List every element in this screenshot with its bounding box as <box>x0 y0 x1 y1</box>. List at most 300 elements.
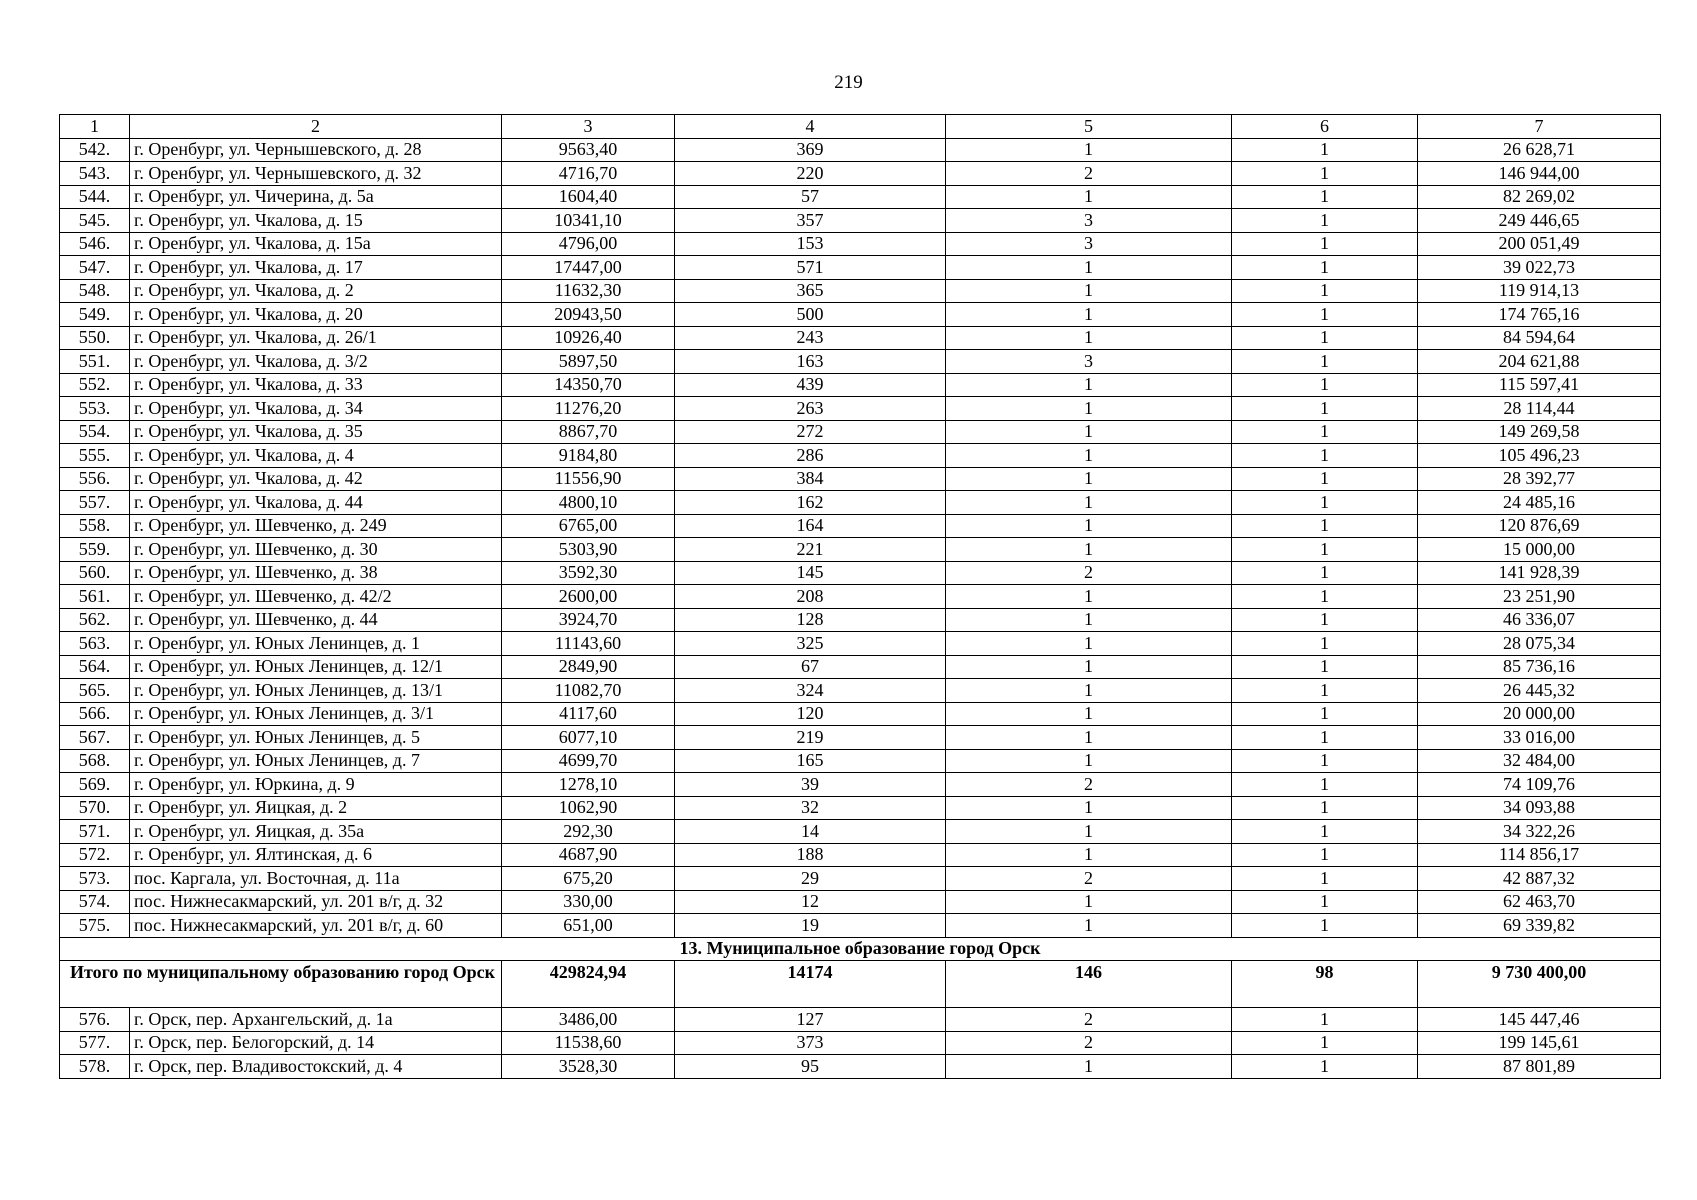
residents-cell: 219 <box>675 726 946 750</box>
col6-value-cell: 1 <box>1232 350 1418 374</box>
area-cell: 4796,00 <box>502 232 675 256</box>
table-row <box>60 397 1661 421</box>
section-heading-row <box>60 937 1661 961</box>
col5-value-cell: 1 <box>946 585 1232 609</box>
table-row <box>60 632 1661 656</box>
col5-value-cell: 1 <box>946 914 1232 938</box>
row-number-cell: 559. <box>60 538 130 562</box>
row-number-cell: 551. <box>60 350 130 374</box>
area-cell: 1278,10 <box>502 773 675 797</box>
residents-cell: 220 <box>675 162 946 186</box>
col5-value-cell: 2 <box>946 867 1232 891</box>
row-number-cell: 565. <box>60 679 130 703</box>
address-cell: г. Оренбург, ул. Чкалова, д. 35 <box>130 420 502 444</box>
residents-cell: 163 <box>675 350 946 374</box>
area-cell: 11082,70 <box>502 679 675 703</box>
address-cell: г. Оренбург, ул. Чкалова, д. 15 <box>130 209 502 233</box>
row-number-cell: 564. <box>60 655 130 679</box>
residents-cell: 127 <box>675 1008 946 1032</box>
table-row <box>60 796 1661 820</box>
table-row <box>60 702 1661 726</box>
area-cell: 1062,90 <box>502 796 675 820</box>
residents-cell: 29 <box>675 867 946 891</box>
cost-cell: 23 251,90 <box>1418 585 1661 609</box>
residents-cell: 500 <box>675 303 946 327</box>
col6-value-cell: 1 <box>1232 726 1418 750</box>
col6-value-cell: 1 <box>1232 397 1418 421</box>
address-cell: пос. Каргала, ул. Восточная, д. 11а <box>130 867 502 891</box>
address-cell: г. Оренбург, ул. Чкалова, д. 15а <box>130 232 502 256</box>
area-cell: 6765,00 <box>502 514 675 538</box>
area-cell: 8867,70 <box>502 420 675 444</box>
row-number-cell: 571. <box>60 820 130 844</box>
col6-value-cell: 1 <box>1232 279 1418 303</box>
col6-value-cell: 1 <box>1232 820 1418 844</box>
table-row <box>60 890 1661 914</box>
col6-value-cell: 1 <box>1232 232 1418 256</box>
area-cell: 11538,60 <box>502 1031 675 1055</box>
address-cell: г. Оренбург, ул. Юных Ленинцев, д. 1 <box>130 632 502 656</box>
address-cell: г. Оренбург, ул. Юных Ленинцев, д. 5 <box>130 726 502 750</box>
row-number-cell: 561. <box>60 585 130 609</box>
residents-cell: 439 <box>675 373 946 397</box>
col6-value-cell: 1 <box>1232 843 1418 867</box>
row-number-cell: 554. <box>60 420 130 444</box>
area-cell: 14350,70 <box>502 373 675 397</box>
cost-cell: 174 765,16 <box>1418 303 1661 327</box>
address-cell: г. Оренбург, ул. Юркина, д. 9 <box>130 773 502 797</box>
col6-value-cell: 1 <box>1232 1008 1418 1032</box>
total-cost: 9 730 400,00 <box>1418 961 1661 1008</box>
address-cell: г. Оренбург, ул. Чкалова, д. 44 <box>130 491 502 515</box>
area-cell: 4800,10 <box>502 491 675 515</box>
area-cell: 20943,50 <box>502 303 675 327</box>
col6-value-cell: 1 <box>1232 538 1418 562</box>
row-number-cell: 568. <box>60 749 130 773</box>
table-row <box>60 232 1661 256</box>
col5-value-cell: 1 <box>946 890 1232 914</box>
col6-value-cell: 1 <box>1232 585 1418 609</box>
area-cell: 5303,90 <box>502 538 675 562</box>
table-row <box>60 1031 1661 1055</box>
col6-value-cell: 1 <box>1232 796 1418 820</box>
col5-value-cell: 1 <box>946 820 1232 844</box>
area-cell: 10926,40 <box>502 326 675 350</box>
row-number-cell: 555. <box>60 444 130 468</box>
row-number-cell: 552. <box>60 373 130 397</box>
col5-value-cell: 1 <box>946 467 1232 491</box>
address-cell: г. Оренбург, ул. Шевченко, д. 30 <box>130 538 502 562</box>
residents-cell: 67 <box>675 655 946 679</box>
col6-value-cell: 1 <box>1232 467 1418 491</box>
row-number-cell: 578. <box>60 1055 130 1079</box>
col5-value-cell: 1 <box>946 843 1232 867</box>
col6-value-cell: 1 <box>1232 1055 1418 1079</box>
area-cell: 3528,30 <box>502 1055 675 1079</box>
area-cell: 11143,60 <box>502 632 675 656</box>
residents-cell: 369 <box>675 138 946 162</box>
residents-cell: 39 <box>675 773 946 797</box>
area-cell: 675,20 <box>502 867 675 891</box>
row-number-cell: 553. <box>60 397 130 421</box>
residents-cell: 162 <box>675 491 946 515</box>
table-row <box>60 679 1661 703</box>
table-row <box>60 303 1661 327</box>
row-number-cell: 548. <box>60 279 130 303</box>
cost-cell: 26 445,32 <box>1418 679 1661 703</box>
table-row <box>60 749 1661 773</box>
address-cell: г. Оренбург, ул. Чернышевского, д. 28 <box>130 138 502 162</box>
address-cell: г. Оренбург, ул. Ялтинская, д. 6 <box>130 843 502 867</box>
cost-cell: 84 594,64 <box>1418 326 1661 350</box>
table-row <box>60 420 1661 444</box>
total-residents: 14174 <box>675 961 946 1008</box>
col5-value-cell: 1 <box>946 632 1232 656</box>
col5-value-cell: 1 <box>946 726 1232 750</box>
col6-value-cell: 1 <box>1232 373 1418 397</box>
cost-cell: 249 446,65 <box>1418 209 1661 233</box>
area-cell: 4699,70 <box>502 749 675 773</box>
cost-cell: 28 075,34 <box>1418 632 1661 656</box>
total-row <box>60 961 1661 1008</box>
residents-cell: 243 <box>675 326 946 350</box>
table-row <box>60 914 1661 938</box>
cost-cell: 28 392,77 <box>1418 467 1661 491</box>
cost-cell: 149 269,58 <box>1418 420 1661 444</box>
table-row <box>60 373 1661 397</box>
col5-value-cell: 1 <box>946 749 1232 773</box>
col5-value-cell: 1 <box>946 185 1232 209</box>
col5-value-cell: 1 <box>946 514 1232 538</box>
row-number-cell: 543. <box>60 162 130 186</box>
col5-value-cell: 1 <box>946 326 1232 350</box>
row-number-cell: 566. <box>60 702 130 726</box>
col5-value-cell: 2 <box>946 1008 1232 1032</box>
area-cell: 330,00 <box>502 890 675 914</box>
residents-cell: 357 <box>675 209 946 233</box>
residents-cell: 325 <box>675 632 946 656</box>
header-cell: 2 <box>130 115 502 139</box>
table-row <box>60 585 1661 609</box>
address-cell: г. Оренбург, ул. Юных Ленинцев, д. 7 <box>130 749 502 773</box>
area-cell: 6077,10 <box>502 726 675 750</box>
residents-cell: 324 <box>675 679 946 703</box>
residents-cell: 571 <box>675 256 946 280</box>
area-cell: 17447,00 <box>502 256 675 280</box>
column-number-row <box>60 115 1661 139</box>
area-cell: 3924,70 <box>502 608 675 632</box>
col6-value-cell: 1 <box>1232 444 1418 468</box>
col5-value-cell: 1 <box>946 303 1232 327</box>
cost-cell: 141 928,39 <box>1418 561 1661 585</box>
address-cell: г. Оренбург, ул. Чкалова, д. 33 <box>130 373 502 397</box>
area-cell: 10341,10 <box>502 209 675 233</box>
row-number-cell: 542. <box>60 138 130 162</box>
col5-value-cell: 1 <box>946 679 1232 703</box>
address-cell: г. Орск, пер. Архангельский, д. 1а <box>130 1008 502 1032</box>
cost-cell: 15 000,00 <box>1418 538 1661 562</box>
cost-cell: 87 801,89 <box>1418 1055 1661 1079</box>
address-cell: г. Орск, пер. Владивостокский, д. 4 <box>130 1055 502 1079</box>
table-row <box>60 867 1661 891</box>
address-cell: пос. Нижнесакмарский, ул. 201 в/г, д. 60 <box>130 914 502 938</box>
address-cell: г. Оренбург, ул. Чкалова, д. 34 <box>130 397 502 421</box>
col5-value-cell: 1 <box>946 538 1232 562</box>
residents-cell: 19 <box>675 914 946 938</box>
cost-cell: 85 736,16 <box>1418 655 1661 679</box>
row-number-cell: 570. <box>60 796 130 820</box>
residents-cell: 128 <box>675 608 946 632</box>
cost-cell: 82 269,02 <box>1418 185 1661 209</box>
col6-value-cell: 1 <box>1232 138 1418 162</box>
table-row <box>60 726 1661 750</box>
col6-value-cell: 1 <box>1232 632 1418 656</box>
residents-cell: 120 <box>675 702 946 726</box>
cost-cell: 62 463,70 <box>1418 890 1661 914</box>
row-number-cell: 575. <box>60 914 130 938</box>
table-row <box>60 491 1661 515</box>
row-number-cell: 545. <box>60 209 130 233</box>
cost-cell: 39 022,73 <box>1418 256 1661 280</box>
residents-cell: 272 <box>675 420 946 444</box>
row-number-cell: 563. <box>60 632 130 656</box>
col5-value-cell: 1 <box>946 373 1232 397</box>
col6-value-cell: 1 <box>1232 702 1418 726</box>
address-cell: г. Оренбург, ул. Яицкая, д. 35а <box>130 820 502 844</box>
cost-cell: 114 856,17 <box>1418 843 1661 867</box>
cost-cell: 34 322,26 <box>1418 820 1661 844</box>
residents-cell: 373 <box>675 1031 946 1055</box>
cost-cell: 34 093,88 <box>1418 796 1661 820</box>
cost-cell: 32 484,00 <box>1418 749 1661 773</box>
area-cell: 1604,40 <box>502 185 675 209</box>
table-row <box>60 162 1661 186</box>
cost-cell: 26 628,71 <box>1418 138 1661 162</box>
residents-cell: 165 <box>675 749 946 773</box>
area-cell: 4687,90 <box>502 843 675 867</box>
col6-value-cell: 1 <box>1232 679 1418 703</box>
row-number-cell: 573. <box>60 867 130 891</box>
residents-cell: 12 <box>675 890 946 914</box>
address-cell: г. Оренбург, ул. Яицкая, д. 2 <box>130 796 502 820</box>
residents-cell: 153 <box>675 232 946 256</box>
area-cell: 2849,90 <box>502 655 675 679</box>
area-cell: 4117,60 <box>502 702 675 726</box>
cost-cell: 204 621,88 <box>1418 350 1661 374</box>
col6-value-cell: 1 <box>1232 209 1418 233</box>
cost-cell: 20 000,00 <box>1418 702 1661 726</box>
cost-cell: 69 339,82 <box>1418 914 1661 938</box>
col5-value-cell: 1 <box>946 655 1232 679</box>
row-number-cell: 557. <box>60 491 130 515</box>
col5-value-cell: 2 <box>946 773 1232 797</box>
cost-cell: 105 496,23 <box>1418 444 1661 468</box>
total-col5: 146 <box>946 961 1232 1008</box>
row-number-cell: 574. <box>60 890 130 914</box>
col6-value-cell: 1 <box>1232 914 1418 938</box>
table-row <box>60 1008 1661 1032</box>
header-cell: 5 <box>946 115 1232 139</box>
area-cell: 651,00 <box>502 914 675 938</box>
address-cell: пос. Нижнесакмарский, ул. 201 в/г, д. 32 <box>130 890 502 914</box>
table-row <box>60 561 1661 585</box>
col5-value-cell: 2 <box>946 1031 1232 1055</box>
col6-value-cell: 1 <box>1232 326 1418 350</box>
table-row <box>60 514 1661 538</box>
table-row <box>60 209 1661 233</box>
cost-cell: 24 485,16 <box>1418 491 1661 515</box>
col6-value-cell: 1 <box>1232 890 1418 914</box>
row-number-cell: 577. <box>60 1031 130 1055</box>
col5-value-cell: 1 <box>946 279 1232 303</box>
table-row <box>60 820 1661 844</box>
residents-cell: 263 <box>675 397 946 421</box>
col6-value-cell: 1 <box>1232 773 1418 797</box>
table-row <box>60 1055 1661 1079</box>
cost-cell: 115 597,41 <box>1418 373 1661 397</box>
col5-value-cell: 1 <box>946 256 1232 280</box>
address-cell: г. Оренбург, ул. Юных Ленинцев, д. 13/1 <box>130 679 502 703</box>
residents-cell: 32 <box>675 796 946 820</box>
area-cell: 3486,00 <box>502 1008 675 1032</box>
area-cell: 11556,90 <box>502 467 675 491</box>
cost-cell: 145 447,46 <box>1418 1008 1661 1032</box>
table-row <box>60 326 1661 350</box>
area-cell: 11276,20 <box>502 397 675 421</box>
cost-cell: 120 876,69 <box>1418 514 1661 538</box>
address-cell: г. Оренбург, ул. Чкалова, д. 20 <box>130 303 502 327</box>
address-cell: г. Оренбург, ул. Юных Ленинцев, д. 3/1 <box>130 702 502 726</box>
col6-value-cell: 1 <box>1232 561 1418 585</box>
table-row <box>60 655 1661 679</box>
residents-cell: 164 <box>675 514 946 538</box>
header-cell: 6 <box>1232 115 1418 139</box>
address-cell: г. Орск, пер. Белогорский, д. 14 <box>130 1031 502 1055</box>
address-cell: г. Оренбург, ул. Юных Ленинцев, д. 12/1 <box>130 655 502 679</box>
cost-cell: 33 016,00 <box>1418 726 1661 750</box>
cost-cell: 74 109,76 <box>1418 773 1661 797</box>
col5-value-cell: 1 <box>946 491 1232 515</box>
row-number-cell: 550. <box>60 326 130 350</box>
address-cell: г. Оренбург, ул. Чичерина, д. 5а <box>130 185 502 209</box>
cost-cell: 146 944,00 <box>1418 162 1661 186</box>
residents-cell: 14 <box>675 820 946 844</box>
address-cell: г. Оренбург, ул. Чкалова, д. 4 <box>130 444 502 468</box>
address-cell: г. Оренбург, ул. Шевченко, д. 38 <box>130 561 502 585</box>
area-cell: 4716,70 <box>502 162 675 186</box>
address-cell: г. Оренбург, ул. Чернышевского, д. 32 <box>130 162 502 186</box>
total-col6: 98 <box>1232 961 1418 1008</box>
cost-cell: 200 051,49 <box>1418 232 1661 256</box>
table-row <box>60 843 1661 867</box>
col5-value-cell: 1 <box>946 397 1232 421</box>
address-cell: г. Оренбург, ул. Шевченко, д. 42/2 <box>130 585 502 609</box>
row-number-cell: 549. <box>60 303 130 327</box>
row-number-cell: 560. <box>60 561 130 585</box>
col6-value-cell: 1 <box>1232 491 1418 515</box>
col6-value-cell: 1 <box>1232 162 1418 186</box>
table-row <box>60 608 1661 632</box>
col6-value-cell: 1 <box>1232 655 1418 679</box>
col6-value-cell: 1 <box>1232 867 1418 891</box>
residents-cell: 221 <box>675 538 946 562</box>
total-area: 429824,94 <box>502 961 675 1008</box>
col5-value-cell: 1 <box>946 796 1232 820</box>
area-cell: 11632,30 <box>502 279 675 303</box>
col5-value-cell: 1 <box>946 702 1232 726</box>
row-number-cell: 544. <box>60 185 130 209</box>
header-cell: 7 <box>1418 115 1661 139</box>
row-number-cell: 567. <box>60 726 130 750</box>
address-cell: г. Оренбург, ул. Чкалова, д. 26/1 <box>130 326 502 350</box>
residents-cell: 365 <box>675 279 946 303</box>
col6-value-cell: 1 <box>1232 256 1418 280</box>
row-number-cell: 562. <box>60 608 130 632</box>
table-row <box>60 444 1661 468</box>
row-number-cell: 556. <box>60 467 130 491</box>
table-row <box>60 350 1661 374</box>
col6-value-cell: 1 <box>1232 1031 1418 1055</box>
area-cell: 9184,80 <box>502 444 675 468</box>
cost-cell: 46 336,07 <box>1418 608 1661 632</box>
row-number-cell: 576. <box>60 1008 130 1032</box>
area-cell: 5897,50 <box>502 350 675 374</box>
table-row <box>60 538 1661 562</box>
col6-value-cell: 1 <box>1232 420 1418 444</box>
header-cell: 3 <box>502 115 675 139</box>
page-number: 219 <box>834 72 863 93</box>
table-row <box>60 185 1661 209</box>
row-number-cell: 558. <box>60 514 130 538</box>
residents-cell: 145 <box>675 561 946 585</box>
col5-value-cell: 1 <box>946 444 1232 468</box>
residents-cell: 286 <box>675 444 946 468</box>
col6-value-cell: 1 <box>1232 514 1418 538</box>
col5-value-cell: 3 <box>946 350 1232 374</box>
col5-value-cell: 3 <box>946 232 1232 256</box>
col6-value-cell: 1 <box>1232 749 1418 773</box>
table-row <box>60 256 1661 280</box>
col5-value-cell: 1 <box>946 1055 1232 1079</box>
area-cell: 2600,00 <box>502 585 675 609</box>
header-cell: 1 <box>60 115 130 139</box>
cost-cell: 199 145,61 <box>1418 1031 1661 1055</box>
col5-value-cell: 1 <box>946 420 1232 444</box>
address-cell: г. Оренбург, ул. Чкалова, д. 2 <box>130 279 502 303</box>
residents-cell: 95 <box>675 1055 946 1079</box>
area-cell: 9563,40 <box>502 138 675 162</box>
row-number-cell: 547. <box>60 256 130 280</box>
col6-value-cell: 1 <box>1232 608 1418 632</box>
col6-value-cell: 1 <box>1232 185 1418 209</box>
cost-cell: 28 114,44 <box>1418 397 1661 421</box>
col5-value-cell: 1 <box>946 138 1232 162</box>
table-row <box>60 279 1661 303</box>
col5-value-cell: 2 <box>946 162 1232 186</box>
address-cell: г. Оренбург, ул. Чкалова, д. 3/2 <box>130 350 502 374</box>
area-cell: 292,30 <box>502 820 675 844</box>
residents-cell: 384 <box>675 467 946 491</box>
address-cell: г. Оренбург, ул. Чкалова, д. 42 <box>130 467 502 491</box>
residents-cell: 57 <box>675 185 946 209</box>
row-number-cell: 546. <box>60 232 130 256</box>
table-row <box>60 138 1661 162</box>
address-cell: г. Оренбург, ул. Шевченко, д. 44 <box>130 608 502 632</box>
total-label: Итого по муниципальному образованию город Орск <box>60 961 502 1008</box>
table-row <box>60 467 1661 491</box>
col5-value-cell: 3 <box>946 209 1232 233</box>
header-cell: 4 <box>675 115 946 139</box>
